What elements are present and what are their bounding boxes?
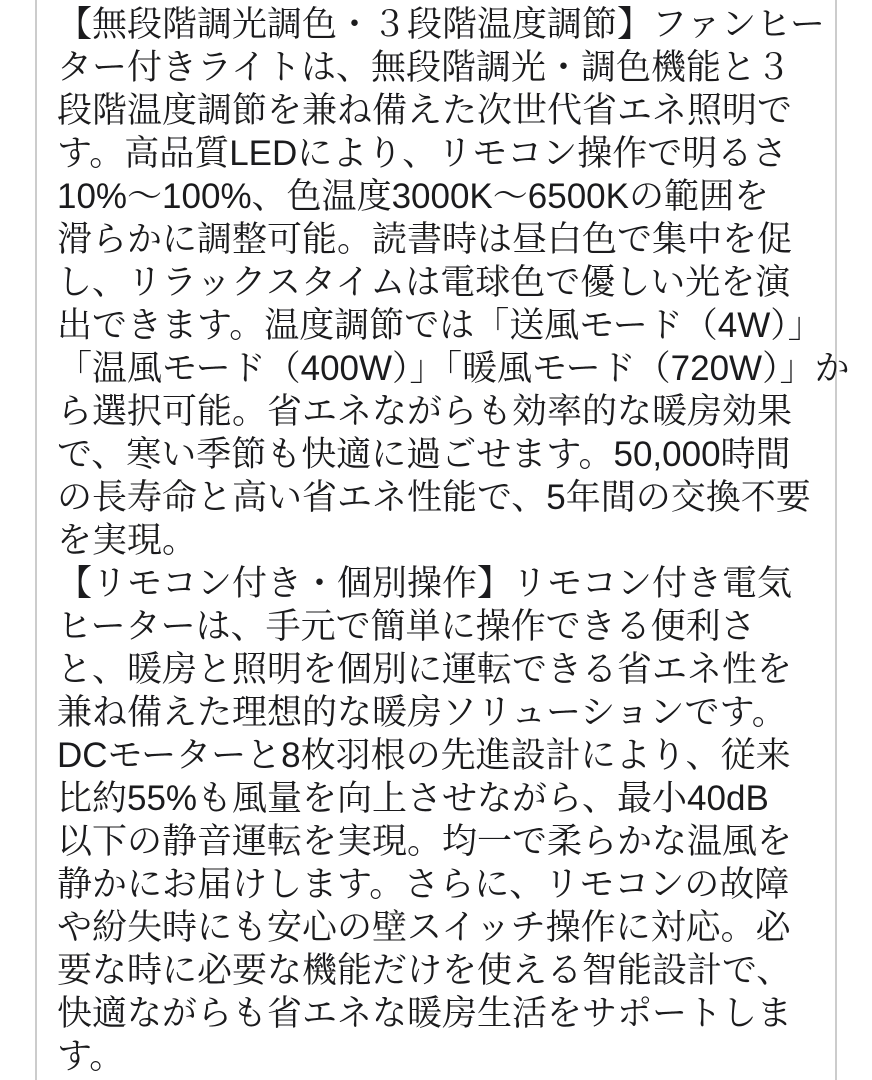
- text-line: す。高品質LEDにより、リモコン操作で明るさ: [57, 134, 788, 173]
- text-line: 快適ながらも省エネな暖房生活をサポートしま: [57, 994, 793, 1033]
- text-line: ヒーターは、手元で簡単に操作できる便利さ: [57, 607, 756, 646]
- text-line: の長寿命と高い省エネ性能で、5年間の交換不要: [57, 478, 811, 517]
- text-line: 出できます。温度調節では「送風モード（4W）」: [57, 306, 823, 345]
- text-line: 要な時に必要な機能だけを使える智能設計で、: [57, 951, 792, 990]
- text-line: 【無段階調光調色・３段階温度調節】ファンヒー: [57, 5, 825, 44]
- text-line: ター付きライトは、無段階調光・調色機能と３: [57, 48, 791, 87]
- paragraph-dimming-temperature: [57, 3, 850, 562]
- text-line: 「温風モード（400W）」「暖風モード（720W）」か: [57, 349, 850, 388]
- text-line: と、暖房と照明を個別に運転できる省エネ性を: [57, 650, 793, 689]
- paragraph-remote-control: [57, 562, 813, 1078]
- text-line: し、リラックスタイムは電球色で優しい光を演: [57, 263, 791, 302]
- text-line: 兼ね備えた理想的な暖房ソリューションです。: [57, 693, 787, 732]
- text-line: 滑らかに調整可能。読書時は昼白色で集中を促: [57, 220, 793, 259]
- text-line: や紛失時にも安心の壁スイッチ操作に対応。必: [57, 908, 791, 947]
- text-line: 段階温度調節を兼ね備えた次世代省エネ照明で: [57, 91, 793, 130]
- product-description-panel: [35, 0, 850, 1080]
- text-line: ら選択可能。省エネながらも効率的な暖房効果: [57, 392, 793, 431]
- text-line: 10%～100%、色温度3000K～6500Kの範囲を: [57, 177, 769, 216]
- text-line: 静かにお届けします。さらに、リモコンの故障: [57, 865, 790, 904]
- text-line: 比約55%も風量を向上させながら、最小40dB: [57, 779, 769, 818]
- text-line: 【リモコン付き・個別操作】リモコン付き電気: [57, 564, 793, 603]
- text-line: を実現。: [57, 521, 198, 560]
- text-line: 以下の静音運転を実現。均一で柔らかな温風を: [57, 822, 793, 861]
- text-line: す。: [57, 1037, 125, 1076]
- text-line: で、寒い季節も快適に過ごせます。50,000時間: [57, 435, 791, 474]
- text-line: DCモーターと8枚羽根の先進設計により、従来: [57, 736, 791, 775]
